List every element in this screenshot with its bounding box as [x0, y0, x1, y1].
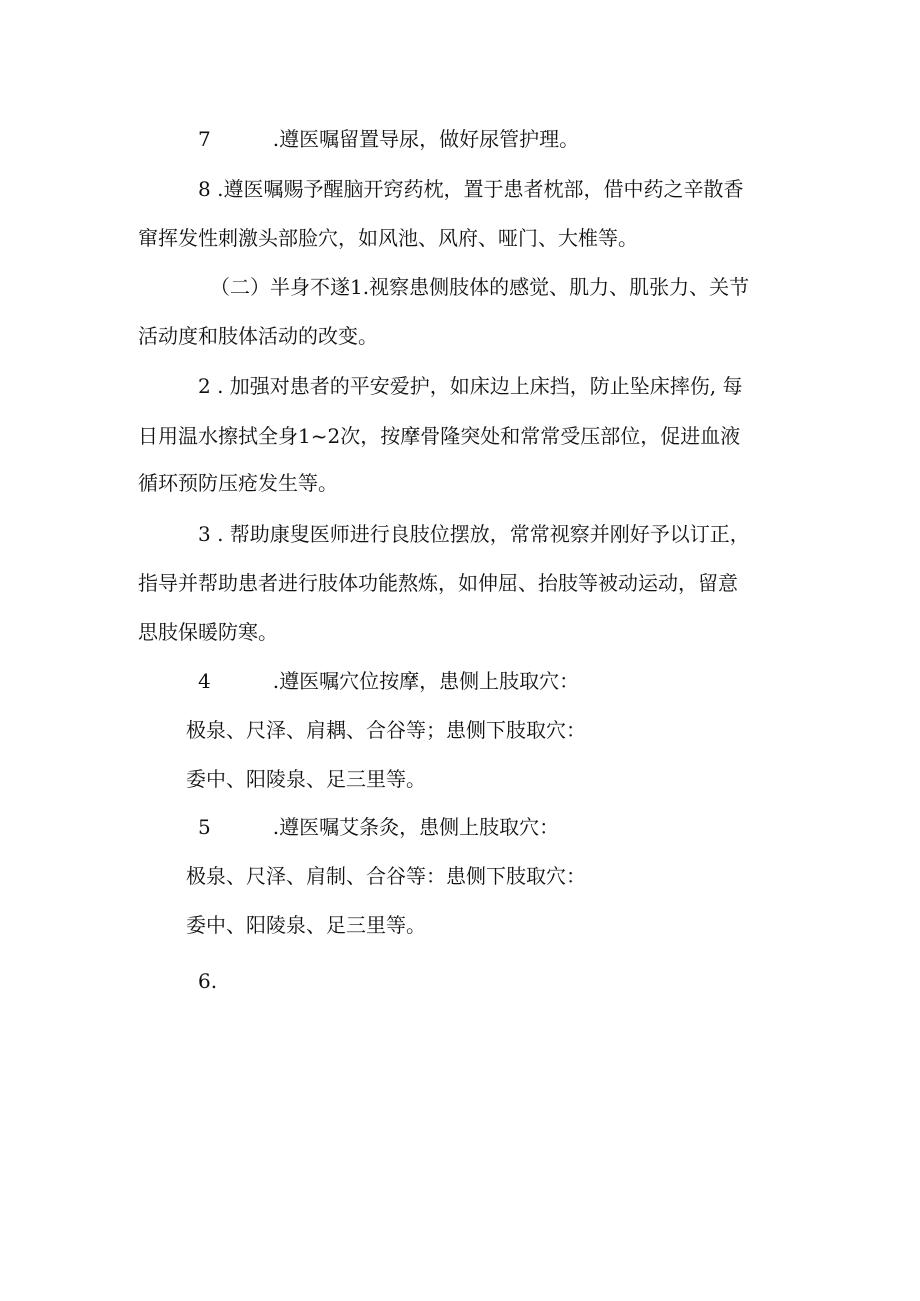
item-4-text: .遵医嘱穴位按摩，患侧上肢取穴：	[272, 669, 580, 693]
item-8-line-2: 窜挥发性刺激头部脸穴，如风池、风府、哑门、大椎等。	[138, 226, 638, 250]
item-2-line-1: 2 . 加强对患者的平安爱护，如床边上床挡，防止坠床摔伤, 每	[198, 374, 743, 398]
item-7-text: .遵医嘱留置导尿，做好尿管护理。	[272, 127, 580, 151]
item-4-number: 4	[198, 669, 211, 693]
item-3-line-1: 3 . 帮助康叟医师进行良肢位摆放，常常视察并刚好予以订正，	[198, 522, 750, 546]
item-6-line: 6.	[198, 969, 218, 993]
item-4-line-1	[198, 669, 579, 693]
item-7-number: 7	[198, 127, 211, 151]
item-5-text: .遵医嘱艾条灸，患侧上肢取穴：	[272, 815, 560, 839]
item-5-line-1	[198, 815, 559, 839]
item-2-line-2: 日用温水擦拭全身1~2次，按摩骨隆突处和常常受压部位，促进血液	[138, 424, 741, 448]
item-4-line-3: 委中、阳陵泉、足三里等。	[186, 767, 426, 791]
item-5-number: 5	[198, 815, 211, 839]
item-5-line-3: 委中、阳陵泉、足三里等。	[186, 913, 426, 937]
item-4-line-2: 极泉、尺泽、肩耦、合谷等；患侧下肢取穴：	[186, 718, 586, 742]
item-3-line-2: 指导并帮助患者进行肢体功能熬炼，如伸屈、抬肢等被动运动，留意	[138, 571, 738, 595]
item-8-line-1: 8 .遵医嘱赐予醒脑开窍药枕，置于患者枕部，借中药之辛散香	[198, 177, 744, 201]
section-2-line-1: （二）半身不遂1.视察患侧肢体的感觉、肌力、肌张力、关节	[210, 275, 750, 299]
item-2-line-3: 循环预防压疮发生等。	[138, 471, 338, 495]
section-2-line-2: 活动度和肢体活动的改变。	[138, 324, 378, 348]
item-7-line	[198, 127, 579, 151]
item-5-line-2: 极泉、尺泽、肩制、合谷等：患侧下肢取穴：	[186, 864, 586, 888]
item-3-line-3: 思肢保暖防寒。	[138, 620, 278, 644]
